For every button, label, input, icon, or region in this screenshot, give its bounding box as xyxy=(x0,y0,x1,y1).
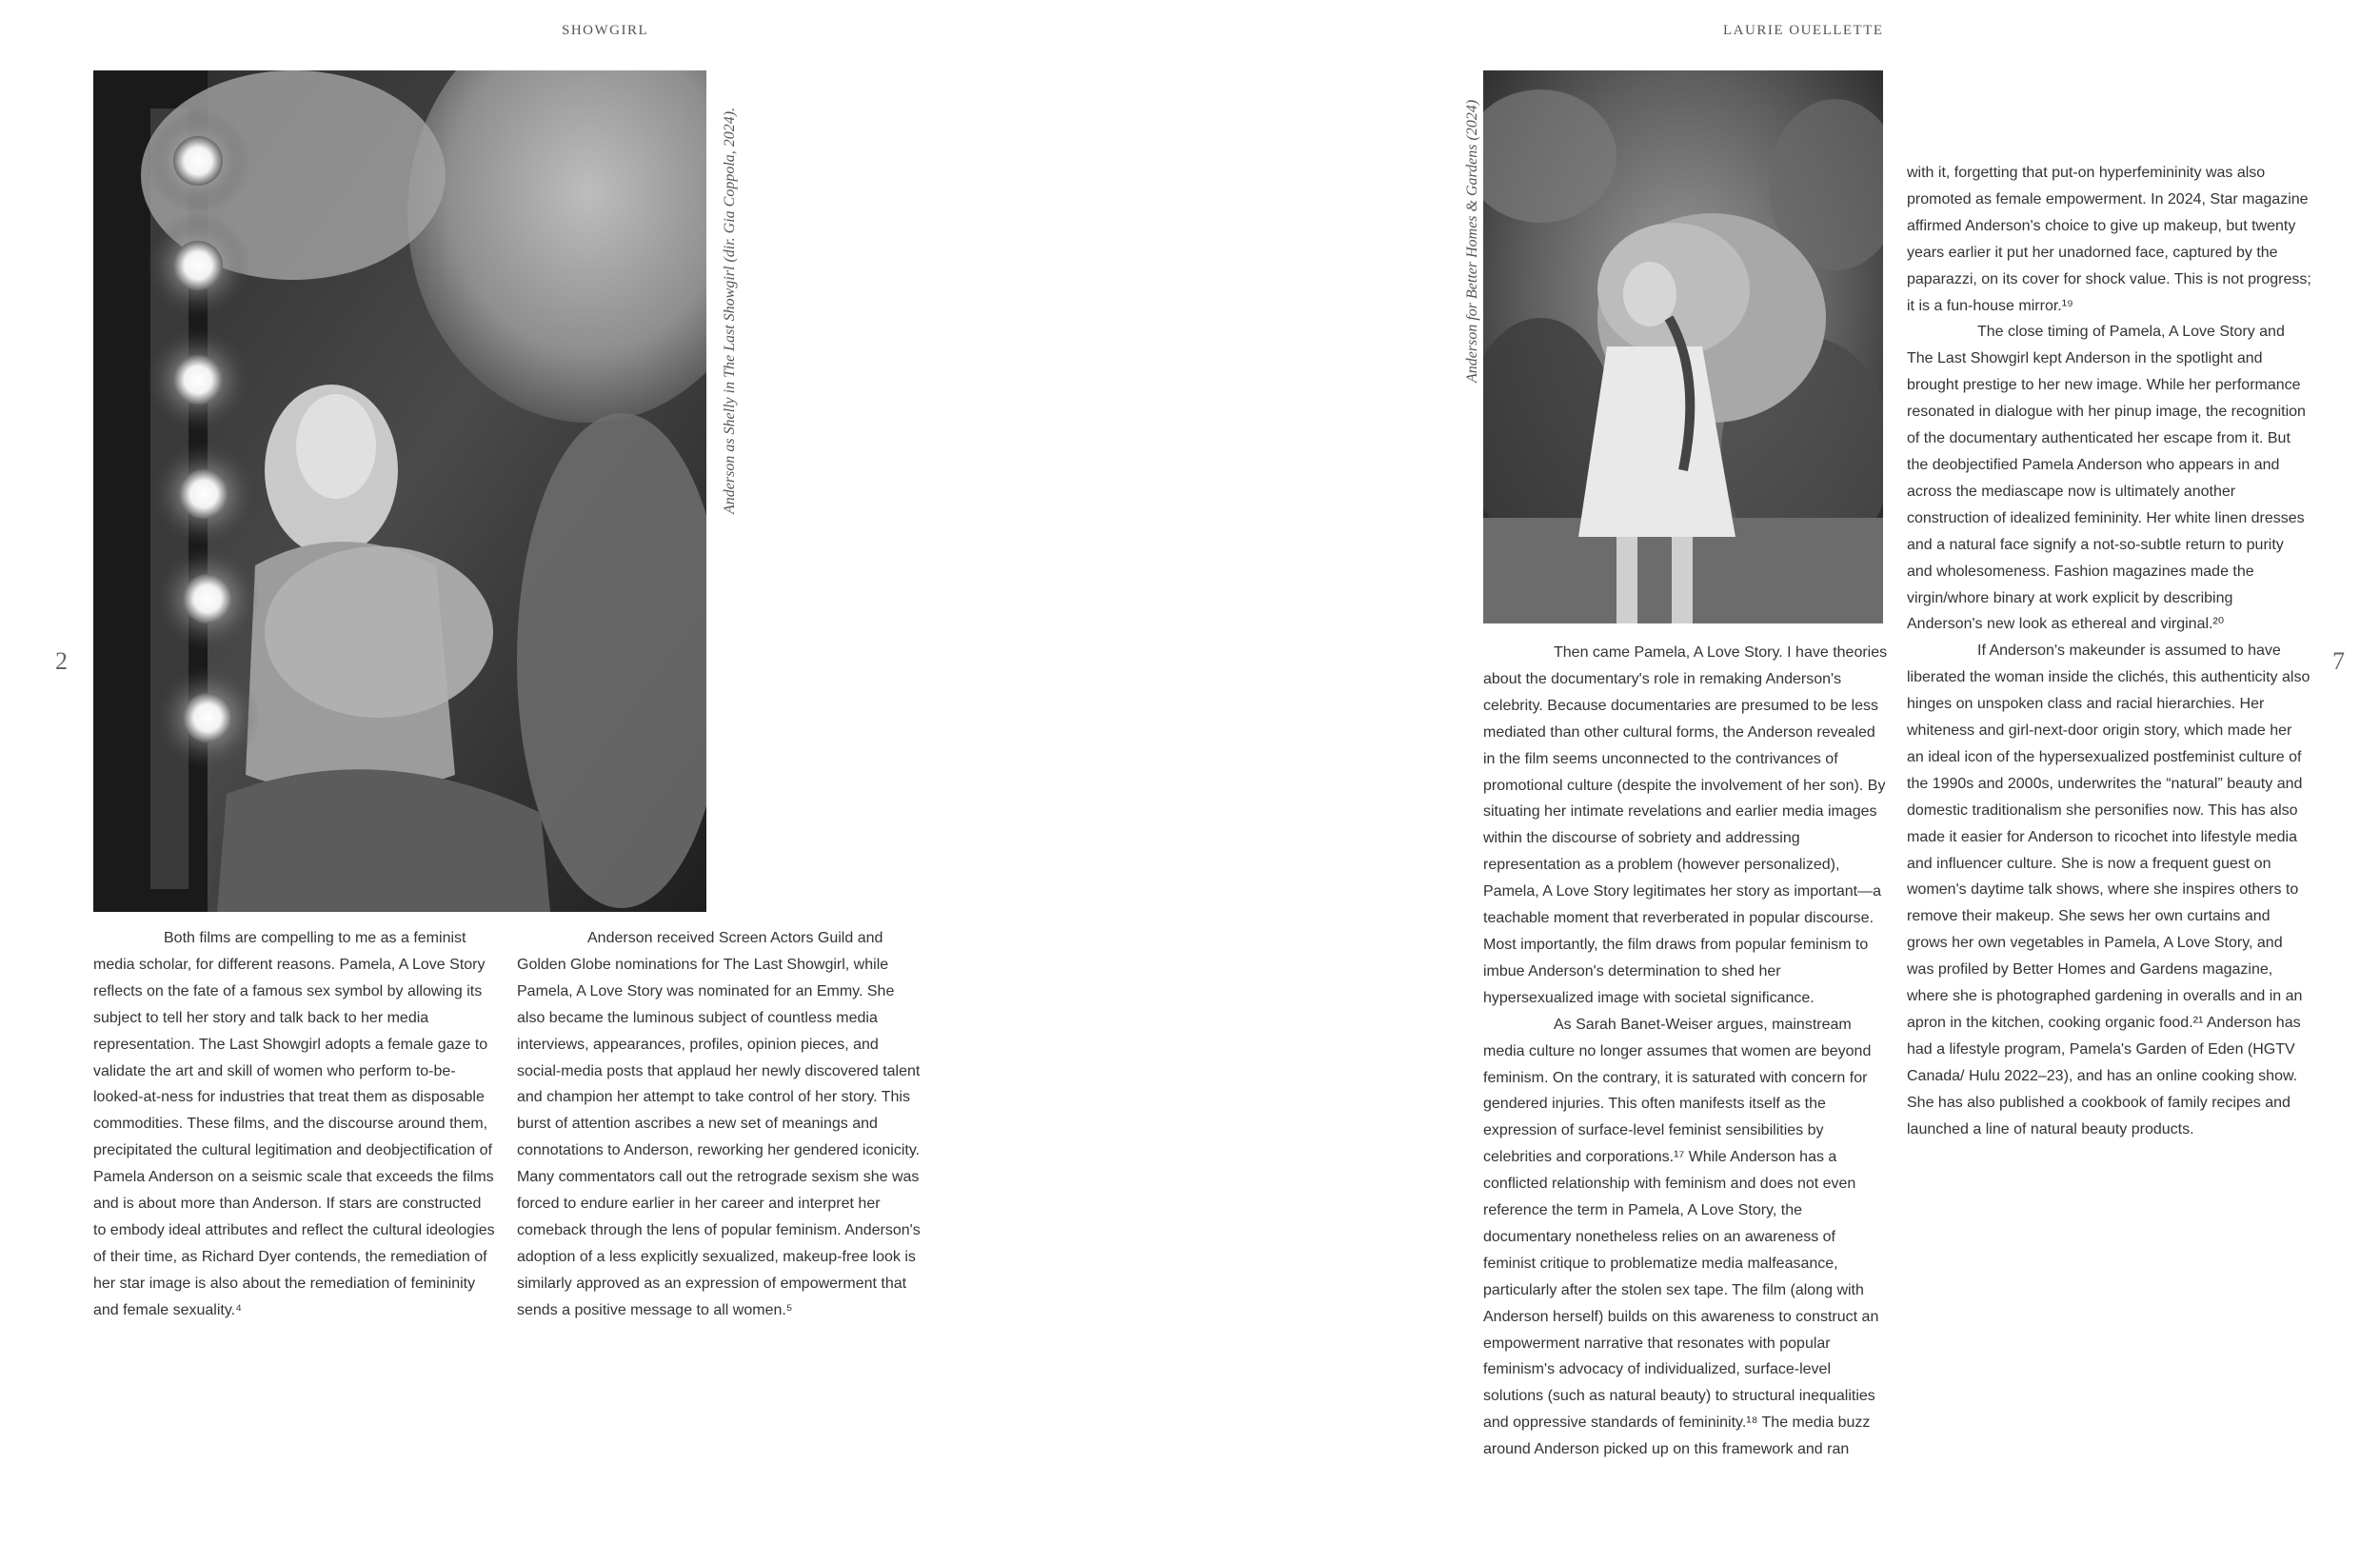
right-col2-paragraph: The close timing of Pamela, A Love Story and The Last Showgirl kept Anderson in the spotlight and brought prestige to her new image. While her performance resonated in dialogue with her pinup image, the recognition of the documentary authenticated her escape from it. But the deobjectified Pamela Anderson who appears in and across the mediascape now is ultimately another construction of idealized femininity. Her white linen dresses and a natural face signify a not-so-subtle return to purity and wholesomeness. Fashion magazines made the virgin/whore binary at work explicit by describing Anderson's new look as ethereal and virginal.²⁰ xyxy=(1907,324,2306,633)
garden-portrait-photo-art xyxy=(1483,70,1883,623)
left-photo-caption: Anderson as Shelly in The Last Showgirl (dir. Gia Coppola, 2024). xyxy=(722,107,738,514)
garden-portrait-photo xyxy=(1483,70,1883,623)
right-col2-paragraph: with it, forgetting that put-on hyperfemininity was also promoted as female empowerment. In 2024, Star magazine affirmed Anderson's choice to give up makeup, but twenty years earlier it put her unadorned face, captured by the paparazzi, on its cover for shock value. This is not progress; it is a fun-house mirror.¹⁹ xyxy=(1907,165,2311,314)
showgirl-mirror-photo xyxy=(93,70,706,912)
right-column-1 xyxy=(1483,640,1888,1463)
right-col1-paragraph: As Sarah Banet-Weiser argues, mainstream media culture no longer assumes that women are beyond feminism. On the contrary, it is saturated with concern for gendered injuries. This often manifests itself as the expression of surface-level feminist sensibilities by celebrities and corporations.¹⁷ While Anderson has a conflicted relationship with feminism and does not even reference the term in Pamela, A Love Story, the documentary nonetheless relies on an awareness of feminist critique to problematize media malfeasance, particularly after the stolen sex tape. The film (along with Anderson herself) builds on this awareness to construct an empowerment narrative that resonates with popular feminism's advocacy of individualized, surface-level solutions (such as natural beauty) to structural inequalities and oppressive standards of femininity.¹⁸ The media buzz around Anderson picked up on this framework and ran xyxy=(1483,1016,1879,1458)
right-photo-caption: Anderson for Better Homes & Gardens (2024) xyxy=(1464,99,1480,383)
left-col1-paragraph: Both films are compelling to me as a feminist media scholar, for different reasons. Pamela, A Love Story reflects on the fate of a famous sex symbol by allowing its subject to tell her story and talk back to her media representation. The Last Showgirl adopts a female gaze to validate the art and skill of women who perform to-be-looked-at-ness for industries that treat them as disposable commodities. These films, and the discourse around them, precipitated the cultural legitimation and deobjectification of Pamela Anderson on a seismic scale that exceeds the films and is about more than Anderson. If stars are constructed to embody ideal attributes and reflect the cultural ideologies of their time, as Richard Dyer contends, the remediation of her star image is also about the remediation of femininity and female sexuality.⁴ xyxy=(93,930,495,1318)
showgirl-mirror-photo-art xyxy=(93,70,706,912)
right-running-head: LAURIE OUELLETTE xyxy=(1723,23,1884,38)
right-col1-paragraph: Then came Pamela, A Love Story. I have theories about the documentary's role in remaking Anderson's celebrity. Because documentaries are presumed to be less mediated than other cultural forms, the Anderson revealed in the film seems unconnected to the contrivances of promotional culture (despite the involvement of her son). By situating her intimate revelations and earlier media images within the discourse of sobriety and addressing representation as a problem (however personalized), Pamela, A Love Story legitimates her story as important—a teachable moment that reverberated in popular discourse. Most importantly, the film draws from popular feminism to imbue Anderson's determination to shed her hypersexualized image with societal significance. xyxy=(1483,644,1888,1006)
right-column-2 xyxy=(1907,160,2311,1143)
left-column-2 xyxy=(517,925,922,1324)
right-col2-paragraph: If Anderson's makeunder is assumed to have liberated the woman inside the clichés, this authenticity also hinges on unspoken class and racial hierarchies. Her whiteness and girl-next-door origin story, which made her an ideal icon of the hypersexualized postfeminist culture of the 1990s and 2000s, underwrites the “natural” beauty and domestic traditionalism she personifies now. This has also made it easier for Anderson to ricochet into lifestyle media and influencer culture. She is now a frequent guest on women's daytime talk shows, where she inspires others to remove their makeup. She sews her own curtains and grows her own vegetables in Pamela, A Love Story, and was profiled by Better Homes and Gardens magazine, where she is photographed gardening in overalls and in an apron in the kitchen, cooking organic food.²¹ Anderson has had a lifestyle program, Pamela's Garden of Eden (HGTV Canada/ Hulu 2022–23), and has an online cooking show. She has also published a cookbook of family recipes and launched a line of natural beauty products. xyxy=(1907,643,2311,1137)
left-column-1 xyxy=(93,925,498,1324)
left-col2-paragraph: Anderson received Screen Actors Guild and Golden Globe nominations for The Last Showgirl, while Pamela, A Love Story was nominated for an Emmy. She also became the luminous subject of countless media interviews, appearances, profiles, opinion pieces, and social-media posts that applaud her newly discovered talent and champion her attempt to take control of her story. This burst of attention ascribes a new set of meanings and connotations to Anderson, reworking her gendered iconicity. Many commentators call out the retrograde sexism she was forced to endure earlier in her career and interpret her comeback through the lens of popular feminism. Anderson's adoption of a less explicitly sexualized, makeup-free look is similarly approved as an expression of empowerment that sends a positive message to all women.⁵ xyxy=(517,930,921,1318)
right-folio: 7 xyxy=(2332,647,2345,675)
left-folio: 2 xyxy=(55,647,68,675)
left-running-head: SHOWGIRL xyxy=(562,23,649,38)
